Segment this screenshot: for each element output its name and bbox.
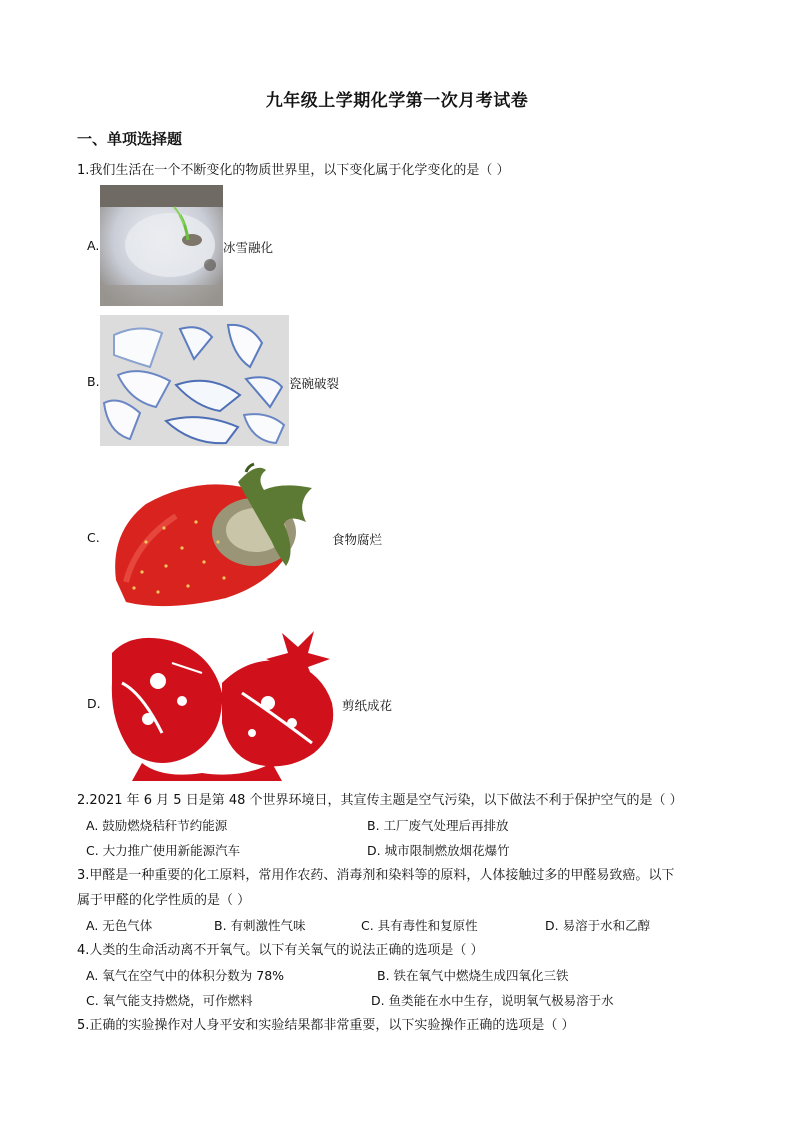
question-5-stem: 5.正确的实验操作对人身平安和实验结果都非常重要，以下实验操作正确的选项是（ ） <box>77 1018 575 1033</box>
q2-option-d: D. 城市限制燃放烟花爆竹 <box>367 843 510 858</box>
question-3-stem-line-2: 属于甲醛的化学性质的是（ ） <box>77 893 251 908</box>
q4-option-c: C. 氧气能支持燃烧，可作燃料 <box>86 993 253 1008</box>
q1-option-b-letter: B. <box>87 374 100 389</box>
q3-option-b: B. 有刺激性气味 <box>214 918 306 933</box>
q2-option-c: C. 大力推广使用新能源汽车 <box>86 843 241 858</box>
question-3-stem-line-1: 3.甲醛是一种重要的化工原料，常用作农药、消毒剂和染料等的原料，人体接触过多的甲醛易致癌。以下 <box>77 868 675 883</box>
q1-option-d-letter: D. <box>87 696 101 711</box>
question-1-stem: 1.我们生活在一个不断变化的物质世界里，以下变化属于化学变化的是（ ） <box>77 163 510 178</box>
page-title: 九年级上学期化学第一次月考试卷 <box>265 91 529 111</box>
q3-option-a: A. 无色气体 <box>86 918 153 933</box>
rotten-strawberry-image <box>106 462 332 612</box>
q1-option-c-letter: C. <box>87 530 100 545</box>
q4-option-b: B. 铁在氧气中燃烧生成四氧化三铁 <box>377 968 569 983</box>
q4-option-d: D. 鱼类能在水中生存，说明氧气极易溶于水 <box>371 993 614 1008</box>
q1-option-a-text: 冰雪融化 <box>223 240 274 255</box>
q3-option-d: D. 易溶于水和乙醇 <box>545 918 651 933</box>
q1-option-d-text: 剪纸成花 <box>342 698 393 713</box>
broken-bowl-image <box>100 315 289 446</box>
q1-option-b-text: 瓷碗破裂 <box>289 376 340 391</box>
question-2-stem: 2.2021 年 6 月 5 日是第 48 个世界环境日，其宣传主题是空气污染，以下做法不利于保护空气的是（ ） <box>77 793 683 808</box>
paper-cut-image <box>102 623 342 784</box>
q4-option-a: A. 氧气在空气中的体积分数为 78% <box>86 968 285 983</box>
q1-option-c-text: 食物腐烂 <box>332 532 383 547</box>
q2-option-a: A. 鼓励燃烧秸秆节约能源 <box>86 818 228 833</box>
section-heading: 一、单项选择题 <box>77 130 183 148</box>
q3-option-c: C. 具有毒性和复原性 <box>361 918 478 933</box>
q1-option-a-letter: A. <box>87 238 100 253</box>
snow-melting-image <box>100 185 223 306</box>
q2-option-b: B. 工厂废气处理后再排放 <box>367 818 509 833</box>
question-4-stem: 4.人类的生命活动离不开氧气。以下有关氧气的说法正确的选项是（ ） <box>77 943 484 958</box>
